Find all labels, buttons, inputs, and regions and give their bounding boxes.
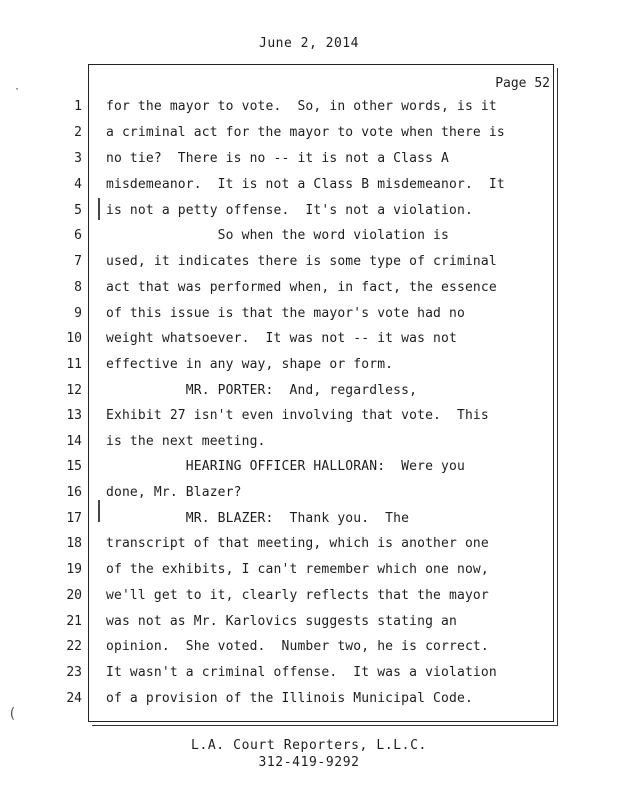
line-number: 11 [66,357,82,372]
header-date: June 2, 2014 [259,36,359,51]
line-number: 9 [74,306,82,321]
line-number: 24 [66,691,82,706]
line-number: 14 [66,434,82,449]
line-number: 12 [66,383,82,398]
line-number: 1 [74,99,82,114]
line-number: 8 [74,280,82,295]
line-number: 20 [66,588,82,603]
line-text: no tie? There is no -- it is not a Class A [106,151,449,166]
line-number: 13 [66,408,82,423]
line-number: 17 [66,511,82,526]
line-text: we'll get to it, clearly reflects that the mayor [106,588,489,603]
line-text: Exhibit 27 isn't even involving that vote. This [106,408,489,423]
margin-mark [98,198,100,220]
line-text: used, it indicates there is some type of criminal [106,254,497,269]
line-number: 23 [66,665,82,680]
line-text: misdemeanor. It is not a Class B misdemeanor. It [106,177,505,192]
line-text: a criminal act for the mayor to vote when there is [106,125,505,140]
line-text: is not a petty offense. It's not a violation. [106,203,473,218]
line-text: was not as Mr. Karlovics suggests stating an [106,614,457,629]
scan-speck: ( [8,706,17,722]
line-number: 5 [74,203,82,218]
line-number: 7 [74,254,82,269]
line-number: 3 [74,151,82,166]
line-text: of this issue is that the mayor's vote had no [106,306,465,321]
footer-company: L.A. Court Reporters, L.L.C. [191,738,427,753]
line-text: transcript of that meeting, which is another one [106,536,489,551]
line-text: of the exhibits, I can't remember which one now, [106,562,489,577]
line-text: opinion. She voted. Number two, he is correct. [106,639,489,654]
margin-mark [98,500,100,522]
line-text: done, Mr. Blazer? [106,485,242,500]
line-text: HEARING OFFICER HALLORAN: Were you [106,459,465,474]
footer-phone: 312-419-9292 [258,755,360,770]
line-number: 15 [66,459,82,474]
line-number: 4 [74,177,82,192]
line-number: 6 [74,228,82,243]
line-text: is the next meeting. [106,434,266,449]
scan-speck: · [14,84,21,95]
line-number: 18 [66,536,82,551]
line-text: It wasn't a criminal offense. It was a violation [106,665,497,680]
line-text: MR. PORTER: And, regardless, [106,383,418,398]
line-text: weight whatsoever. It was not -- it was not [106,331,457,346]
line-text: MR. BLAZER: Thank you. The [106,511,410,526]
line-text: So when the word violation is [106,228,449,243]
line-text: of a provision of the Illinois Municipal Code. [106,691,473,706]
line-text: act that was performed when, in fact, the essence [106,280,497,295]
line-number: 22 [66,639,82,654]
page-number: Page 52 [495,76,550,91]
line-number: 16 [66,485,82,500]
line-number: 21 [66,614,82,629]
line-number: 19 [66,562,82,577]
line-text: for the mayor to vote. So, in other words, is it [106,99,497,114]
line-number: 2 [74,125,82,140]
line-number: 10 [66,331,82,346]
line-text: effective in any way, shape or form. [106,357,394,372]
